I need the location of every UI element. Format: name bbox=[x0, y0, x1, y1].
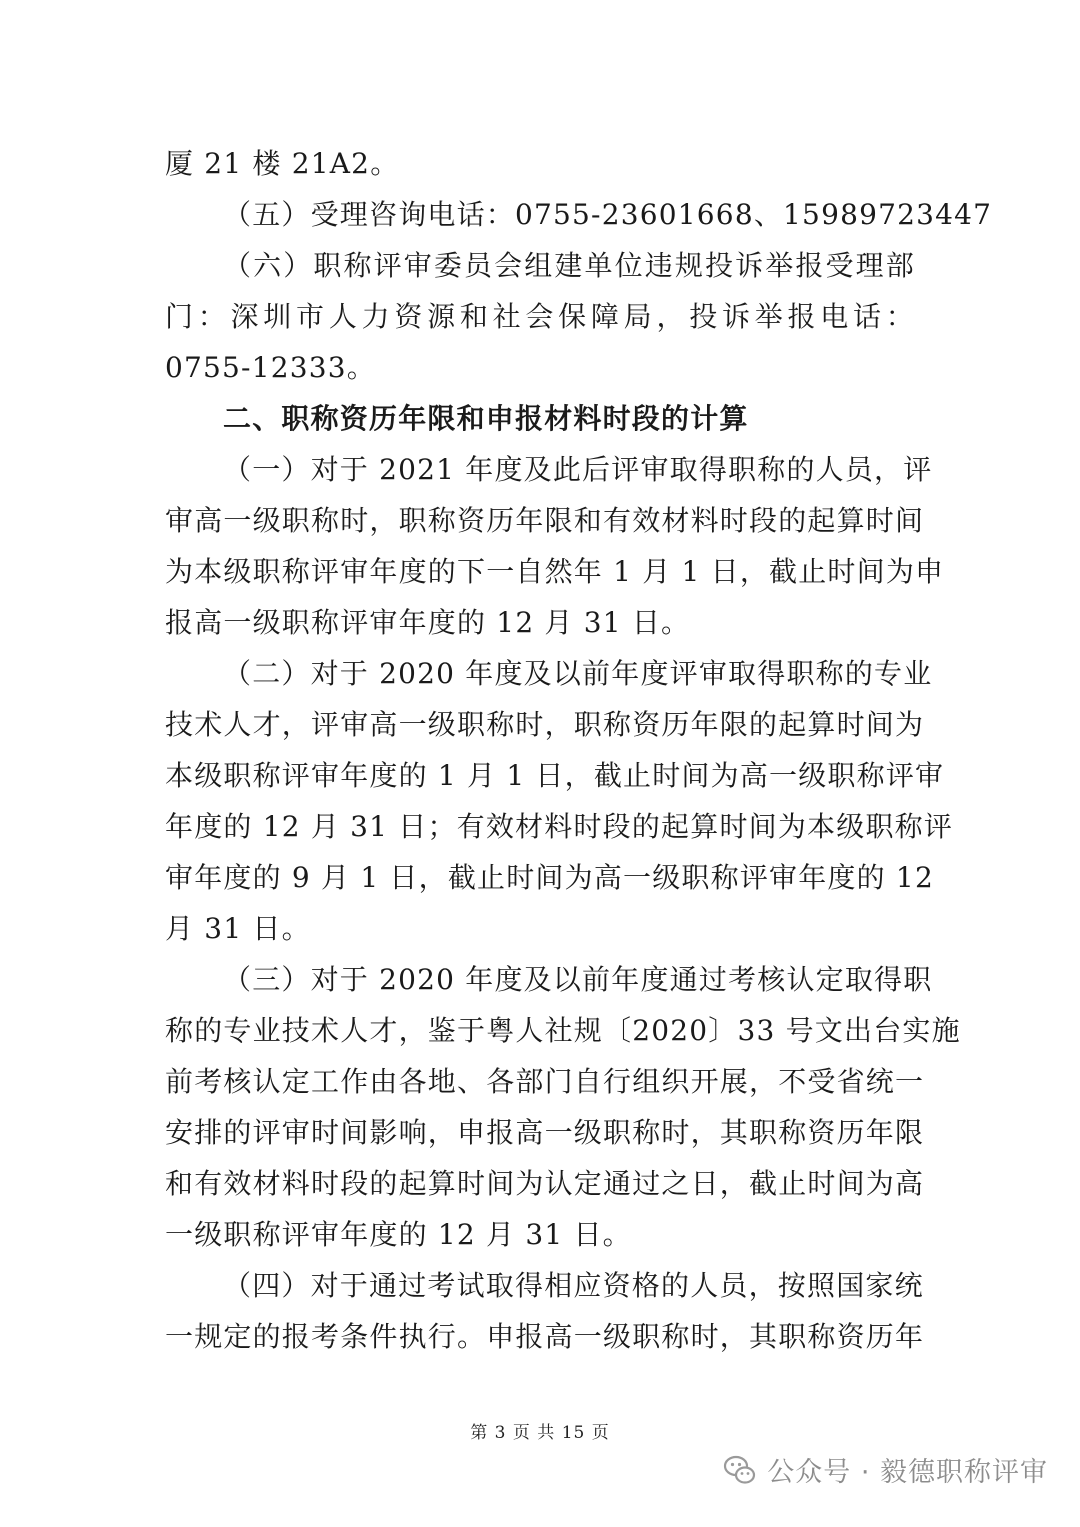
text-line: （一）对于 2021 年度及此后评审取得职称的人员，评 bbox=[223, 453, 933, 486]
text-line: （四）对于通过考试取得相应资格的人员，按照国家统 bbox=[223, 1269, 924, 1302]
document-body bbox=[165, 138, 993, 1362]
text-line: （三）对于 2020 年度及以前年度通过考核认定取得职 bbox=[223, 963, 933, 996]
text-line: 和有效材料时段的起算时间为认定通过之日，截止时间为高 bbox=[165, 1167, 925, 1200]
watermark bbox=[723, 1450, 1048, 1489]
text-line: 厦 21 楼 21A2。 bbox=[165, 147, 400, 180]
text-line: 技术人才，评审高一级职称时，职称资历年限的起算时间为 bbox=[165, 708, 925, 741]
text-line: 安排的评审时间影响，申报高一级职称时，其职称资历年限 bbox=[165, 1116, 925, 1149]
page-number: 第 3 页 共 15 页 bbox=[470, 1423, 610, 1443]
text-line: 0755-12333。 bbox=[165, 351, 376, 384]
text-line: 一规定的报考条件执行。申报高一级职称时，其职称资历年 bbox=[165, 1320, 925, 1353]
text-line: 一级职称评审年度的 12 月 31 日。 bbox=[165, 1218, 632, 1251]
text-line: 门：深圳市人力资源和社会保障局，投诉举报电话： bbox=[165, 300, 915, 333]
text-line: 本级职称评审年度的 1 月 1 日，截止时间为高一级职称评审 bbox=[165, 759, 945, 792]
text-line: 审年度的 9 月 1 日，截止时间为高一级职称评审年度的 12 bbox=[165, 861, 934, 894]
text-line: （五）受理咨询电话：0755-23601668、15989723447 bbox=[223, 198, 993, 231]
text-line: 为本级职称评审年度的下一自然年 1 月 1 日，截止时间为申 bbox=[165, 555, 945, 588]
wechat-icon bbox=[723, 1453, 757, 1487]
text-line: 审高一级职称时，职称资历年限和有效材料时段的起算时间 bbox=[165, 504, 925, 537]
text-line: 称的专业技术人才，鉴于粤人社规〔2020〕33 号文出台实施 bbox=[165, 1014, 961, 1047]
text-line: 前考核认定工作由各地、各部门自行组织开展，不受省统一 bbox=[165, 1065, 925, 1098]
text-line: （六）职称评审委员会组建单位违规投诉举报受理部 bbox=[223, 249, 915, 282]
text-line: 报高一级职称评审年度的 12 月 31 日。 bbox=[165, 606, 691, 639]
section-heading: 二、职称资历年限和申报材料时段的计算 bbox=[223, 402, 749, 435]
text-line: （二）对于 2020 年度及以前年度评审取得职称的专业 bbox=[223, 657, 933, 690]
watermark-text: 公众号 · 毅德职称评审 bbox=[767, 1457, 1048, 1488]
text-line: 月 31 日。 bbox=[165, 912, 311, 945]
text-line: 年度的 12 月 31 日；有效材料时段的起算时间为本级职称评 bbox=[165, 810, 954, 843]
